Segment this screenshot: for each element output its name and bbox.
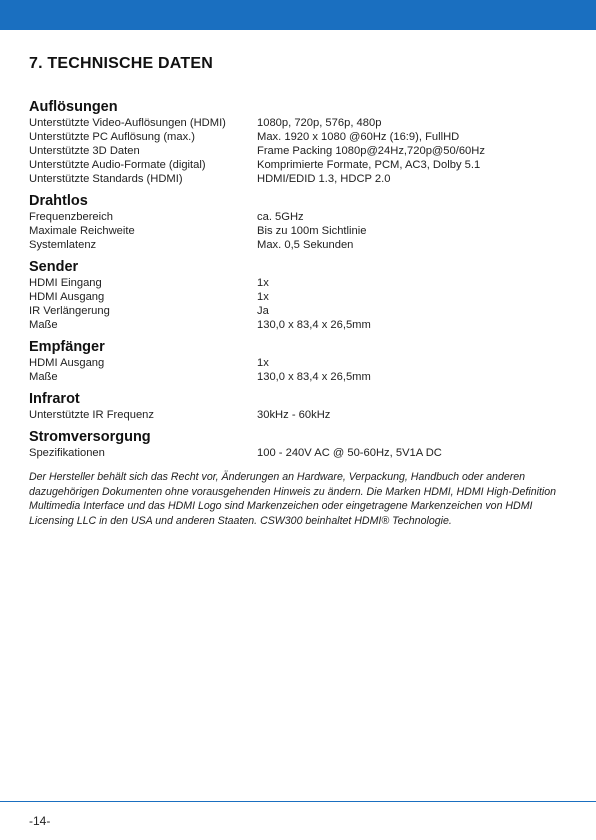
spec-row: [29, 210, 574, 224]
spec-row: [29, 158, 574, 172]
spec-value: Bis zu 100m Sichtlinie: [257, 225, 367, 237]
spec-row: [29, 356, 574, 370]
spec-value: Max. 0,5 Sekunden: [257, 239, 354, 251]
spec-section: [29, 339, 574, 384]
spec-row: [29, 408, 574, 422]
spec-value: Frame Packing 1080p@24Hz,720p@50/60Hz: [257, 145, 485, 157]
spec-value: 100 - 240V AC @ 50-60Hz, 5V1A DC: [257, 447, 442, 459]
spec-label: Unterstützte Video-Auflösungen (HDMI): [29, 117, 226, 129]
spec-value: 130,0 x 83,4 x 26,5mm: [257, 371, 371, 383]
section-heading: Stromversorgung: [29, 429, 151, 445]
spec-section: [29, 193, 574, 252]
spec-label: Spezifikationen: [29, 447, 105, 459]
spec-row: [29, 116, 574, 130]
spec-row: [29, 304, 574, 318]
spec-label: Unterstützte IR Frequenz: [29, 409, 154, 421]
spec-value: 130,0 x 83,4 x 26,5mm: [257, 319, 371, 331]
spec-label: Frequenzbereich: [29, 211, 113, 223]
spec-label: Maße: [29, 319, 58, 331]
spec-row: [29, 370, 574, 384]
spec-label: Maximale Reichweite: [29, 225, 135, 237]
spec-label: IR Verlängerung: [29, 305, 110, 317]
spec-value: HDMI/EDID 1.3, HDCP 2.0: [257, 173, 391, 185]
header-bar: [0, 0, 596, 30]
spec-section: [29, 391, 574, 422]
spec-value: 30kHz - 60kHz: [257, 409, 331, 421]
section-heading: Auflösungen: [29, 99, 118, 115]
spec-row: [29, 144, 574, 158]
spec-value: 1080p, 720p, 576p, 480p: [257, 117, 382, 129]
spec-section: [29, 259, 574, 332]
spec-label: Unterstützte PC Auflösung (max.): [29, 131, 196, 143]
spec-row: [29, 224, 574, 238]
spec-label: Maße: [29, 371, 58, 383]
spec-value: Max. 1920 x 1080 @60Hz (16:9), FullHD: [257, 131, 460, 143]
spec-sections: [29, 99, 574, 460]
spec-label: HDMI Ausgang: [29, 357, 105, 369]
spec-row: [29, 130, 574, 144]
section-heading: Drahtlos: [29, 193, 88, 209]
spec-section: [29, 429, 574, 460]
section-heading: Empfänger: [29, 339, 105, 355]
spec-label: Unterstützte 3D Daten: [29, 145, 140, 157]
spec-row: [29, 446, 574, 460]
spec-label: Unterstützte Standards (HDMI): [29, 173, 183, 185]
spec-row: [29, 238, 574, 252]
section-heading: Sender: [29, 259, 79, 275]
page-title: 7. TECHNISCHE DATEN: [29, 55, 213, 72]
spec-row: [29, 290, 574, 304]
spec-value: 1x: [257, 277, 269, 289]
spec-row: [29, 318, 574, 332]
section-heading: Infrarot: [29, 391, 80, 407]
spec-row: [29, 276, 574, 290]
spec-row: [29, 172, 574, 186]
spec-value: ca. 5GHz: [257, 211, 304, 223]
spec-value: 1x: [257, 357, 269, 369]
disclaimer-text: Der Hersteller behält sich das Recht vor, Änderungen an Hardware, Verpackung, Handbuch oder anderen dazugehörigen Dokumenten ohne vorausgehenden Hinweis zu ändern. Die Marken HDMI, HDMI High-Definition Multimedia Interface und das HDMI Logo sind Markenzeichen oder eingetragene Markenzeichen von HDMI Licensing LLC in den USA und anderen Staaten. CSW300 beinhaltet HDMI® Technologie.: [29, 471, 557, 527]
spec-label: Systemlatenz: [29, 239, 97, 251]
spec-label: HDMI Ausgang: [29, 291, 105, 303]
spec-label: HDMI Eingang: [29, 277, 102, 289]
spec-value: 1x: [257, 291, 269, 303]
footer-divider: [0, 801, 596, 802]
spec-value: Ja: [257, 305, 269, 317]
spec-content: [29, 99, 574, 528]
page-number: -14-: [29, 814, 51, 828]
spec-section: [29, 99, 574, 186]
spec-value: Komprimierte Formate, PCM, AC3, Dolby 5.1: [257, 159, 481, 171]
spec-label: Unterstützte Audio-Formate (digital): [29, 159, 206, 171]
